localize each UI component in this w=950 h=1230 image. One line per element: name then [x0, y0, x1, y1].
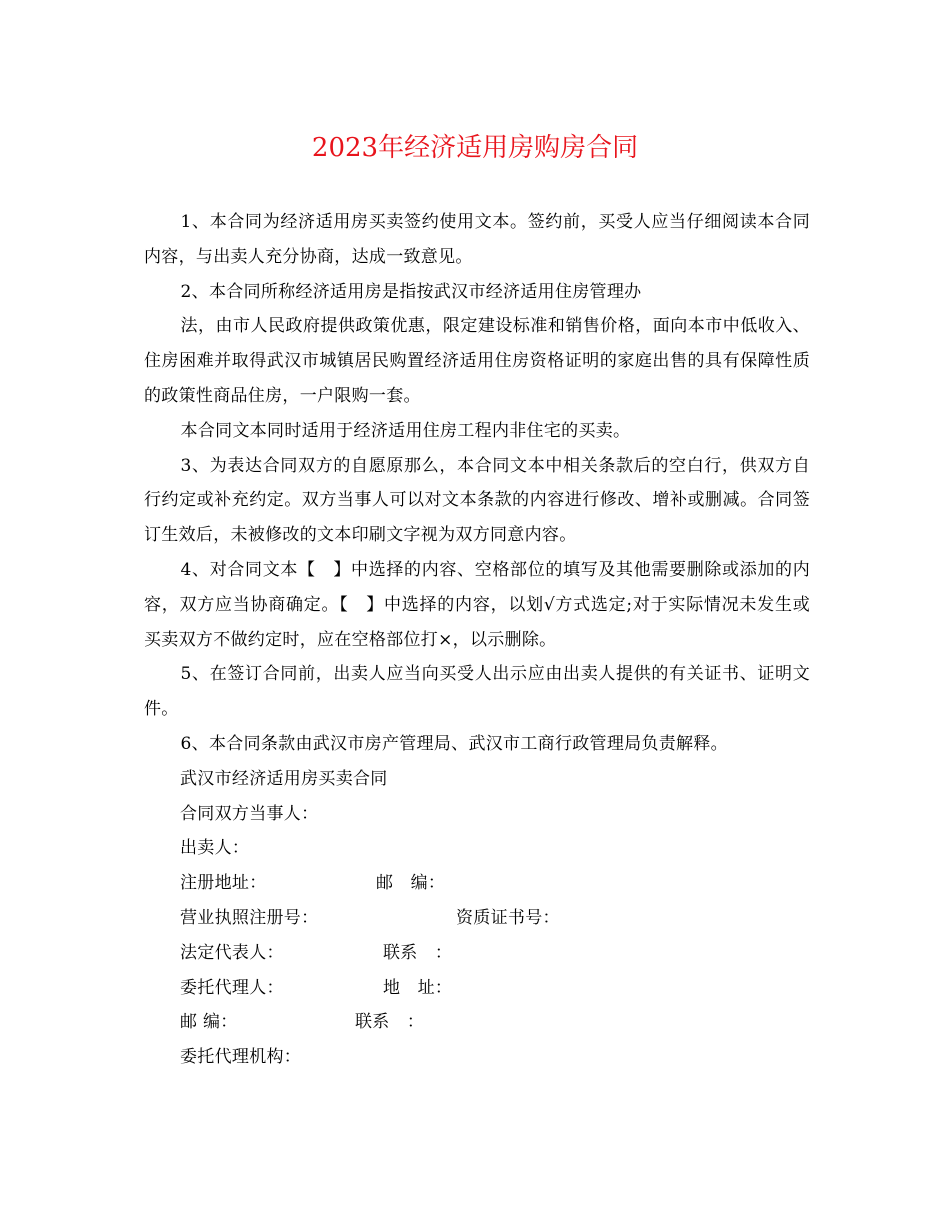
paragraph-applicability: 本合同文本同时适用于经济适用住房工程内非住宅的买卖。 — [180, 420, 631, 441]
postcode-label: 邮 编： — [376, 873, 446, 894]
reg-address-row — [144, 866, 810, 901]
qualification-no-label: 资质证书号： — [456, 907, 560, 928]
agency-row — [144, 1040, 810, 1075]
paragraph-3: 3、为表达合同双方的自愿原那么，本合同文本中相关条款后的空白行，供双方自行约定或补充约定。双方当事人可以对文本条款的内容进行修改、增补或删减。合同签订生效后，未被修改的文本印刷文字视为双方同意内容。 — [144, 455, 810, 546]
legal-rep-row — [144, 936, 810, 971]
paragraph-6: 6、本合同条款由武汉市房产管理局、武汉市工商行政管理局负责解释。 — [180, 733, 728, 754]
parties-label: 合同双方当事人： — [180, 803, 319, 824]
paragraph-5: 5、在签订合同前，出卖人应当向买受人出示应由出卖人提供的有关证书、证明文件。 — [144, 664, 810, 720]
seller-label: 出卖人： — [180, 838, 250, 859]
contact2-label: 联系 ： — [355, 1012, 425, 1033]
reg-address-label: 注册地址： — [180, 873, 267, 894]
postcode2-label: 邮 编： — [180, 1012, 238, 1033]
agent-label: 委托代理人： — [180, 977, 284, 998]
postcode-row — [144, 1005, 810, 1040]
legal-rep-label: 法定代表人： — [180, 942, 284, 963]
paragraph-1: 1、本合同为经济适用房买卖签约使用文本。签约前，买受人应当仔细阅读本合同内容，与出卖人充分协商，达成一致意见。 — [144, 212, 810, 267]
license-row — [144, 901, 810, 936]
paragraph-4: 4、对合同文本【 】中选择的内容、空格部位的填写及其他需要删除或添加的内容，双方应当协商确定。【 】中选择的内容，以划√方式选定;对于实际情况未发生或买卖双方不做约定时，应在空格部位打×，以示删除。 — [144, 559, 810, 650]
paragraph-2: 2、本合同所称经济适用房是指按武汉市经济适用住房管理办 — [180, 281, 642, 302]
paragraph-2-continued: 法，由市人民政府提供政策优惠，限定建设标准和销售价格，面向本市中低收入、住房困难并取得武汉市城镇居民购置经济适用住房资格证明的家庭出售的具有保障性质的政策性商品住房，一户限购一套。 — [144, 316, 810, 406]
document-body — [144, 205, 810, 1075]
license-no-label: 营业执照注册号： — [180, 907, 319, 928]
address-label: 地 址： — [383, 977, 453, 998]
agent-row — [144, 971, 810, 1006]
contract-heading: 武汉市经济适用房买卖合同 — [180, 768, 388, 789]
document-title: 2023年经济适用房购房合同 — [311, 133, 639, 163]
agency-label: 委托代理机构： — [180, 1047, 302, 1068]
contact-label: 联系 ： — [383, 942, 453, 963]
